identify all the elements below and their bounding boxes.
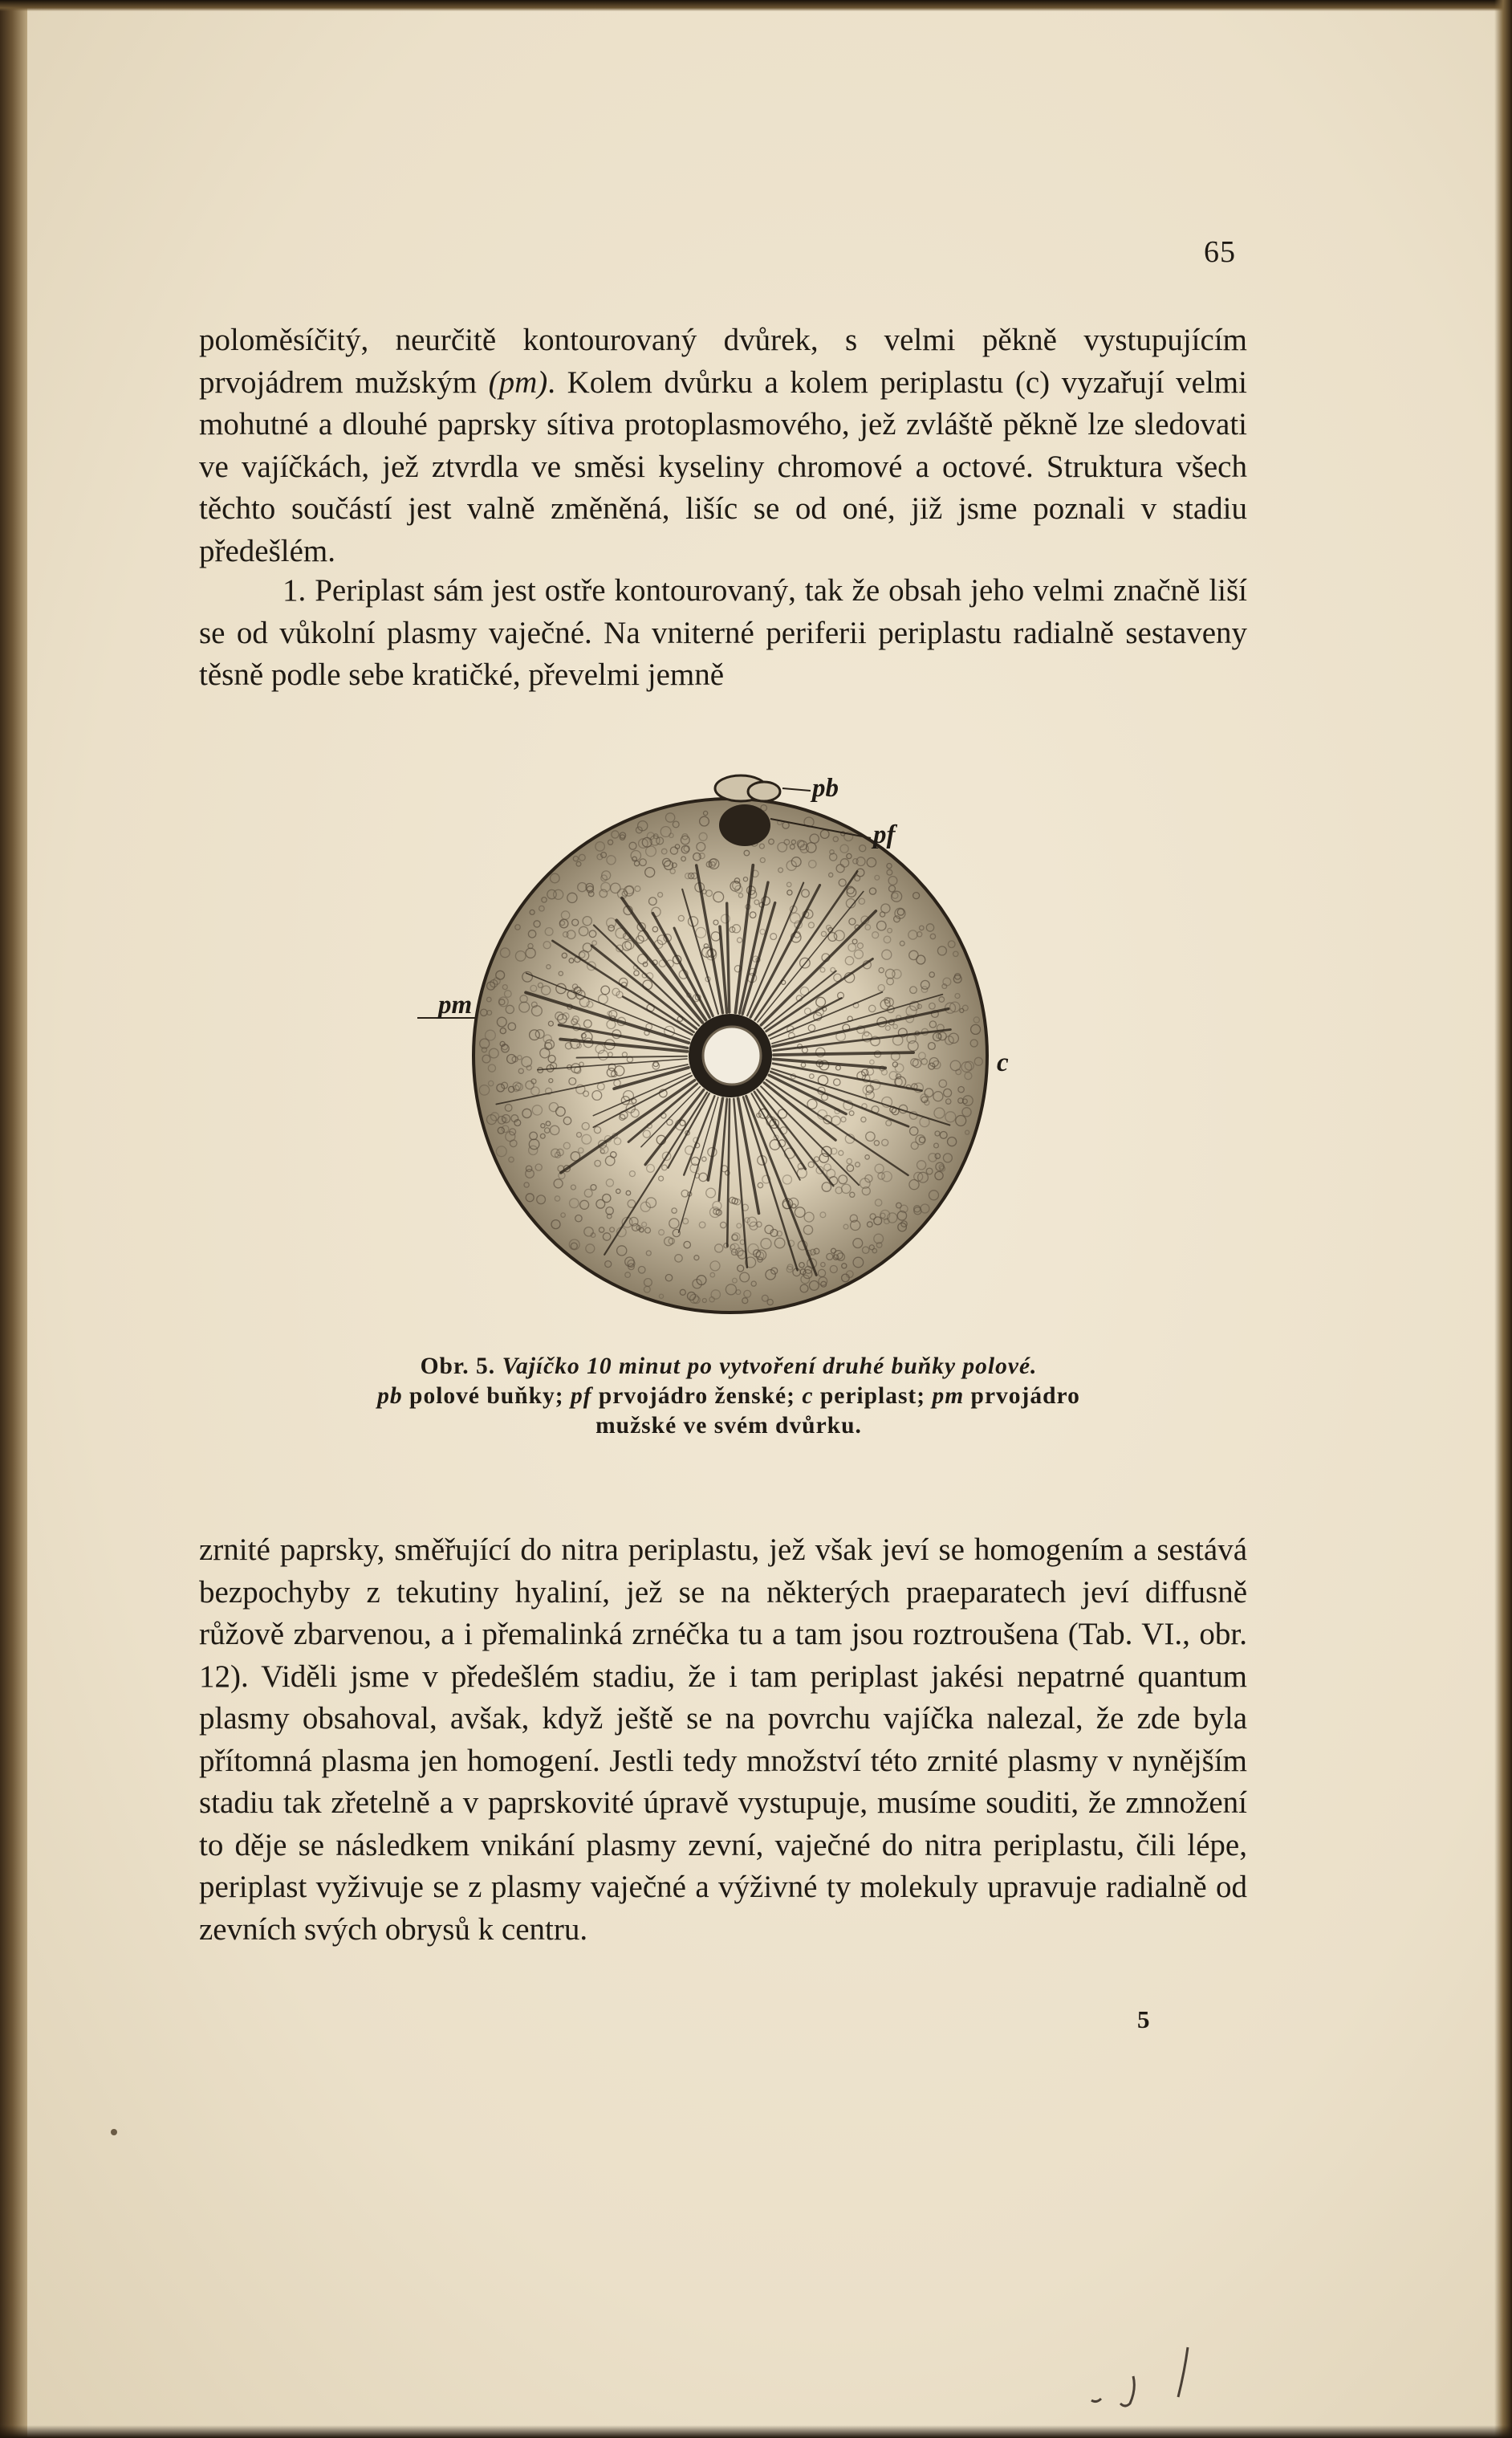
label-pf: pf — [873, 820, 896, 849]
paragraph-2-text: 1. Periplast sám jest ostře kontourovaný, tak že obsah jeho velmi značně liší se od vůkolní plasmy vaječné. Na vniterné periferii periplastu radialně sestaveny těsně podle sebe kratičké, převelmi jemně — [199, 573, 1247, 692]
paper-speck — [111, 2129, 117, 2135]
label-pb: pb — [812, 774, 839, 803]
book-spine-shadow — [0, 0, 27, 2438]
legend-pm-text: prvojádro — [970, 1383, 1080, 1409]
signature-mark: 5 — [1137, 2005, 1150, 2033]
label-c: c — [997, 1048, 1009, 1077]
caption-line-1 — [271, 1352, 1186, 1382]
paragraph-1 — [199, 320, 1247, 572]
legend-pb-key: pb — [377, 1383, 403, 1409]
pb-leader-line — [782, 788, 811, 791]
egg-cell-figure — [417, 763, 1059, 1341]
male-pronucleus — [703, 1027, 761, 1085]
paragraph-1-text-a: poloměsíčitý, neurčitě kontourovaný dvůrek, s velmi pěkně vystupujícím prvojádrem mužským — [199, 323, 1247, 400]
bottom-edge-shadow — [0, 2425, 1512, 2438]
label-pm: pm — [438, 991, 473, 1020]
right-edge-shadow — [1494, 0, 1512, 2438]
figure-caption — [271, 1352, 1186, 1441]
legend-pf-key: pf — [570, 1383, 592, 1409]
paragraph-1-italic: (pm) — [488, 364, 548, 400]
female-pronucleus-mass — [719, 804, 770, 846]
top-edge-shadow — [0, 0, 1512, 11]
caption-line-3: mužské ve svém dvůrku. — [595, 1413, 862, 1439]
page-number: 65 — [1204, 235, 1236, 269]
legend-pm-key: pm — [932, 1383, 965, 1409]
caption-lead: Obr. 5. — [420, 1353, 496, 1379]
paragraph-1-text-b: . Kolem dvůrku a kolem periplastu (c) vyzařují velmi mohutné a dlouhé paprsky sítiva protoplasmového, jež zvláště pěkně lze sledovati ve vajíčkách, jež ztvrdla ve směsi kyseliny chromové a octové. Struktura všech těchto součástí jest valně změněná, lišíc se od oné, již jsme poznali v stadiu předešlém. — [199, 364, 1247, 568]
polar-body-2 — [748, 782, 780, 801]
legend-pf-text: prvojádro ženské; — [598, 1383, 795, 1409]
legend-c-text: periplast; — [819, 1383, 926, 1409]
paragraph-3-text: zrnité paprsky, směřující do nitra periplastu, jež však jeví se homogením a sestává bezpochyby z tekutiny hyaliní, jež se na některých praeparatech jeví diffusně růžově zbarvenou, a i přemalinká zrnéčka tu a tam jsou roztroušena (Tab. VI., obr. 12). Viděli jsme v předešlém stadiu, že i tam periplast jakési nepatrné quantum plasmy obsahoval, avšak, když ještě se na povrchu vajíčka nalezal, že zde byla přítomná plasma jen homogení. Jestli tedy množství této zrnité plasmy v nynějším stadiu tak zřetelně a v paprskovité úpravě vystupuje, musíme souditi, že zmnožení to děje se následkem vnikání plasmy zevní, vaječné do nitra periplastu, čili lépe, periplast vyživuje se z plasmy vaječné a výživné ty molekuly upravuje radialně od zevních svých obrysů k centru. — [199, 1532, 1247, 1947]
caption-line-2 — [271, 1382, 1186, 1411]
paragraph-2 — [199, 570, 1247, 697]
egg-cell-illustration — [417, 763, 1059, 1341]
caption-title: Vajíčko 10 minut po vytvoření druhé buňky polové. — [502, 1353, 1038, 1379]
legend-c-key: c — [802, 1383, 814, 1409]
pencil-marks — [1075, 2344, 1228, 2424]
legend-pb-text: polové buňky; — [409, 1383, 564, 1409]
paragraph-3 — [199, 1529, 1247, 1951]
